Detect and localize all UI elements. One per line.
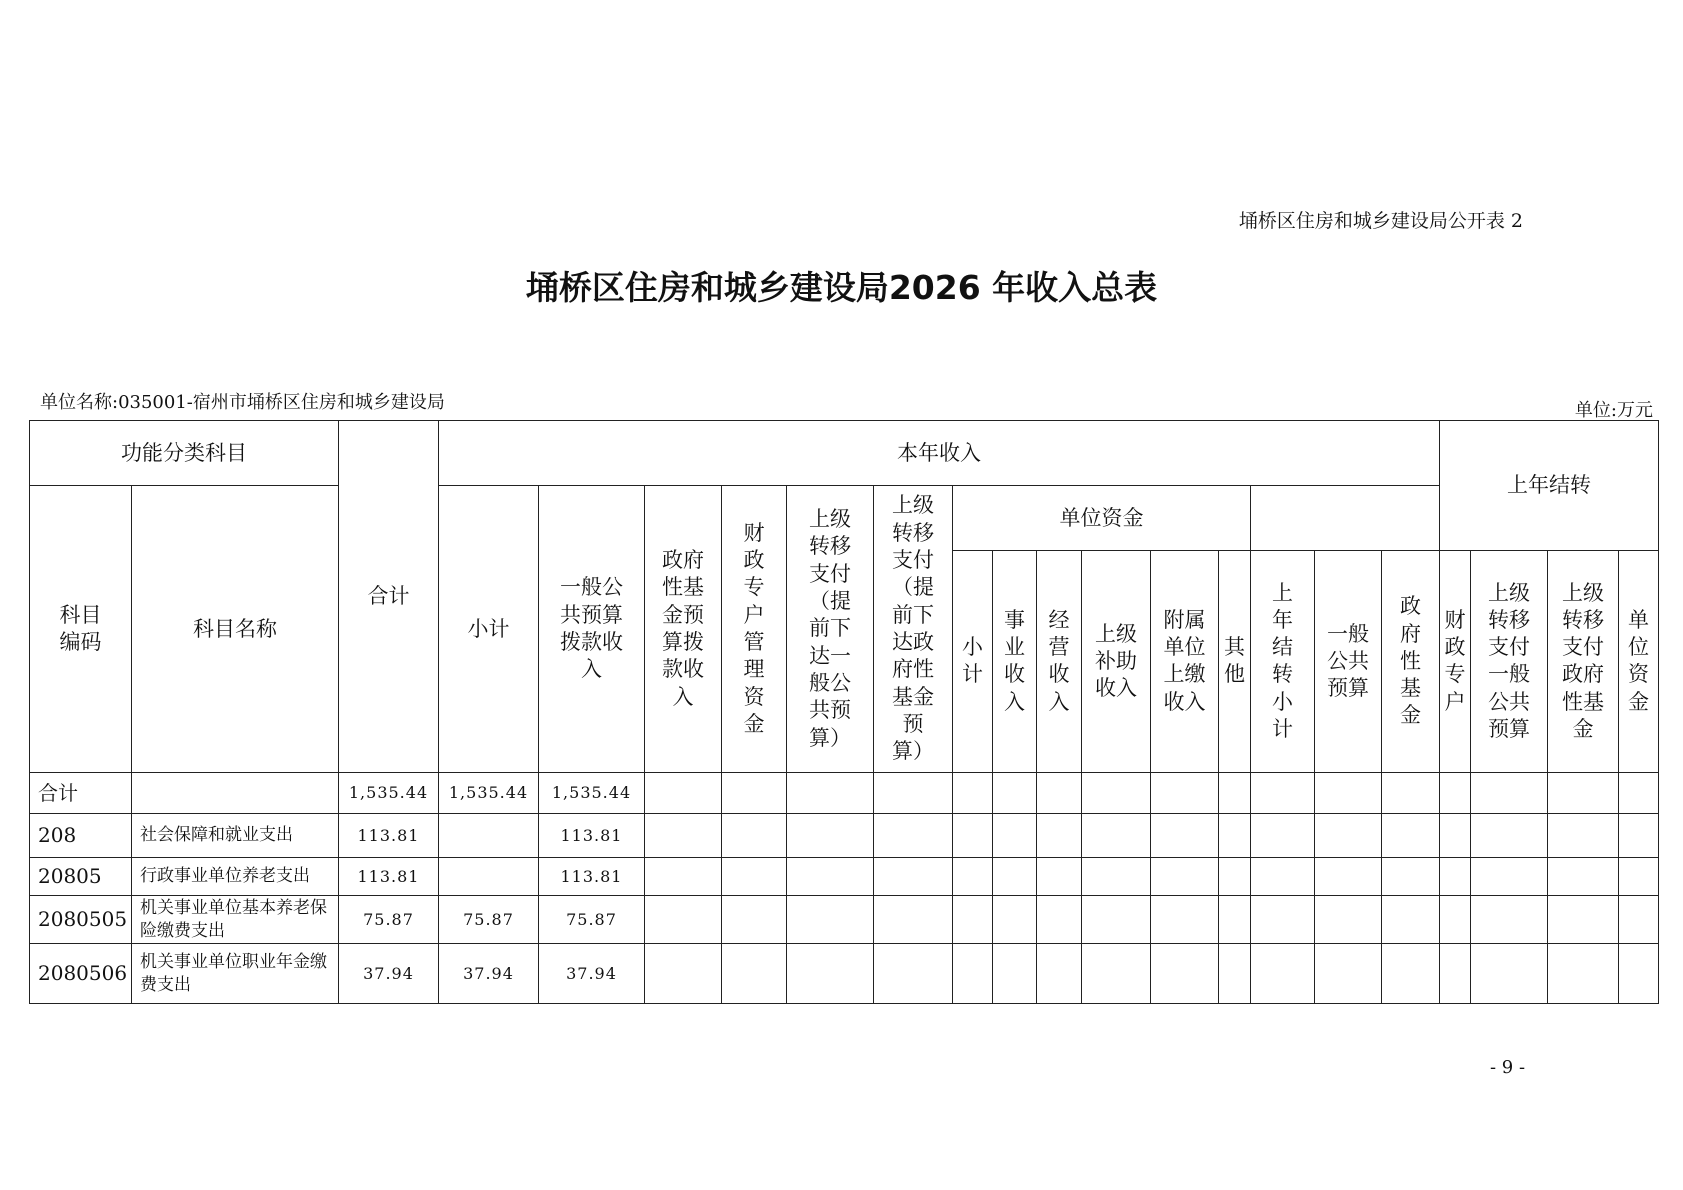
unit-name: 单位名称:035001-宿州市埇桥区住房和城乡建设局: [40, 392, 445, 413]
uf-subtotal-header: 小计: [953, 551, 993, 773]
table-row: [30, 773, 1659, 814]
income-table: [29, 420, 1659, 1004]
row-name: 机关事业单位职业年金缴费支出: [132, 944, 339, 1004]
row-subtotal: 1,535.44: [439, 773, 539, 814]
uf-business-header: 事业收入: [993, 551, 1037, 773]
row-code: 2080506: [30, 944, 132, 1004]
uf-other-header: 其他: [1219, 551, 1251, 773]
table-row: [30, 814, 1659, 858]
unit-funds-header: 单位资金: [953, 486, 1251, 551]
row-total: 37.94: [339, 944, 439, 1004]
row-general: 113.81: [539, 858, 645, 896]
row-total: 113.81: [339, 858, 439, 896]
row-total: 113.81: [339, 814, 439, 858]
transfer-general-advance-header: 上级转移支付（提前下达一般公共预算）: [787, 486, 874, 773]
row-subtotal: [439, 858, 539, 896]
ly-transfer-general-header: 上级转移支付一般公共预算: [1471, 551, 1548, 773]
ly-transfer-gov-fund-header: 上级转移支付政府性基金: [1548, 551, 1619, 773]
gov-fund-header: 政府性基金预算拨款收入: [645, 486, 722, 773]
general-budget-header: 一般公共预算拨款收入: [539, 486, 645, 773]
unit-label: 单位:万元: [1574, 400, 1653, 421]
row-name: 社会保障和就业支出: [132, 814, 339, 858]
uf-subsidy-header: 上级补助收入: [1082, 551, 1151, 773]
uf-operating-header: 经营收入: [1037, 551, 1082, 773]
table-row: [30, 896, 1659, 944]
row-general: 113.81: [539, 814, 645, 858]
row-name: 机关事业单位基本养老保险缴费支出: [132, 896, 339, 944]
func-class-header: 功能分类科目: [30, 421, 339, 486]
row-name: 行政事业单位养老支出: [132, 858, 339, 896]
ly-fiscal-header: 财政专户: [1440, 551, 1471, 773]
last-year-header: 上年结转: [1440, 421, 1659, 551]
row-code: 合计: [30, 773, 132, 814]
row-subtotal: 75.87: [439, 896, 539, 944]
row-total: 75.87: [339, 896, 439, 944]
document-id: 埇桥区住房和城乡建设局公开表 2: [1238, 210, 1523, 232]
fiscal-special-header: 财政专户管理资金: [722, 486, 787, 773]
name-header: 科目名称: [132, 486, 339, 773]
ly-subtotal-header: 上年结转小计: [1251, 551, 1315, 773]
page-title: 埇桥区住房和城乡建设局2026 年收入总表: [525, 268, 1158, 307]
row-general: 37.94: [539, 944, 645, 1004]
row-total: 1,535.44: [339, 773, 439, 814]
total-header: 合计: [339, 421, 439, 773]
ly-general-header: 一般公共预算: [1315, 551, 1382, 773]
uf-affiliated-header: 附属单位上缴收入: [1151, 551, 1219, 773]
page-number: - 9 -: [1490, 1057, 1526, 1078]
ly-unit-funds-header: 单位资金: [1619, 551, 1659, 773]
table-row: [30, 944, 1659, 1004]
row-code: 2080505: [30, 896, 132, 944]
this-year-header: 本年收入: [439, 421, 1440, 486]
row-name: [132, 773, 339, 814]
table-row: [30, 858, 1659, 896]
row-code: 20805: [30, 858, 132, 896]
subtotal-header: 小计: [439, 486, 539, 773]
transfer-gov-fund-advance-header: 上级转移支付（提前下达政府性基金预算）: [874, 486, 953, 773]
row-general: 75.87: [539, 896, 645, 944]
income-table-wrapper: [29, 420, 1659, 1004]
ly-gov-fund-header: 政府性基金: [1382, 551, 1440, 773]
row-code: 208: [30, 814, 132, 858]
row-subtotal: [439, 814, 539, 858]
row-general: 1,535.44: [539, 773, 645, 814]
row-subtotal: 37.94: [439, 944, 539, 1004]
code-header: 科目编码: [30, 486, 132, 773]
